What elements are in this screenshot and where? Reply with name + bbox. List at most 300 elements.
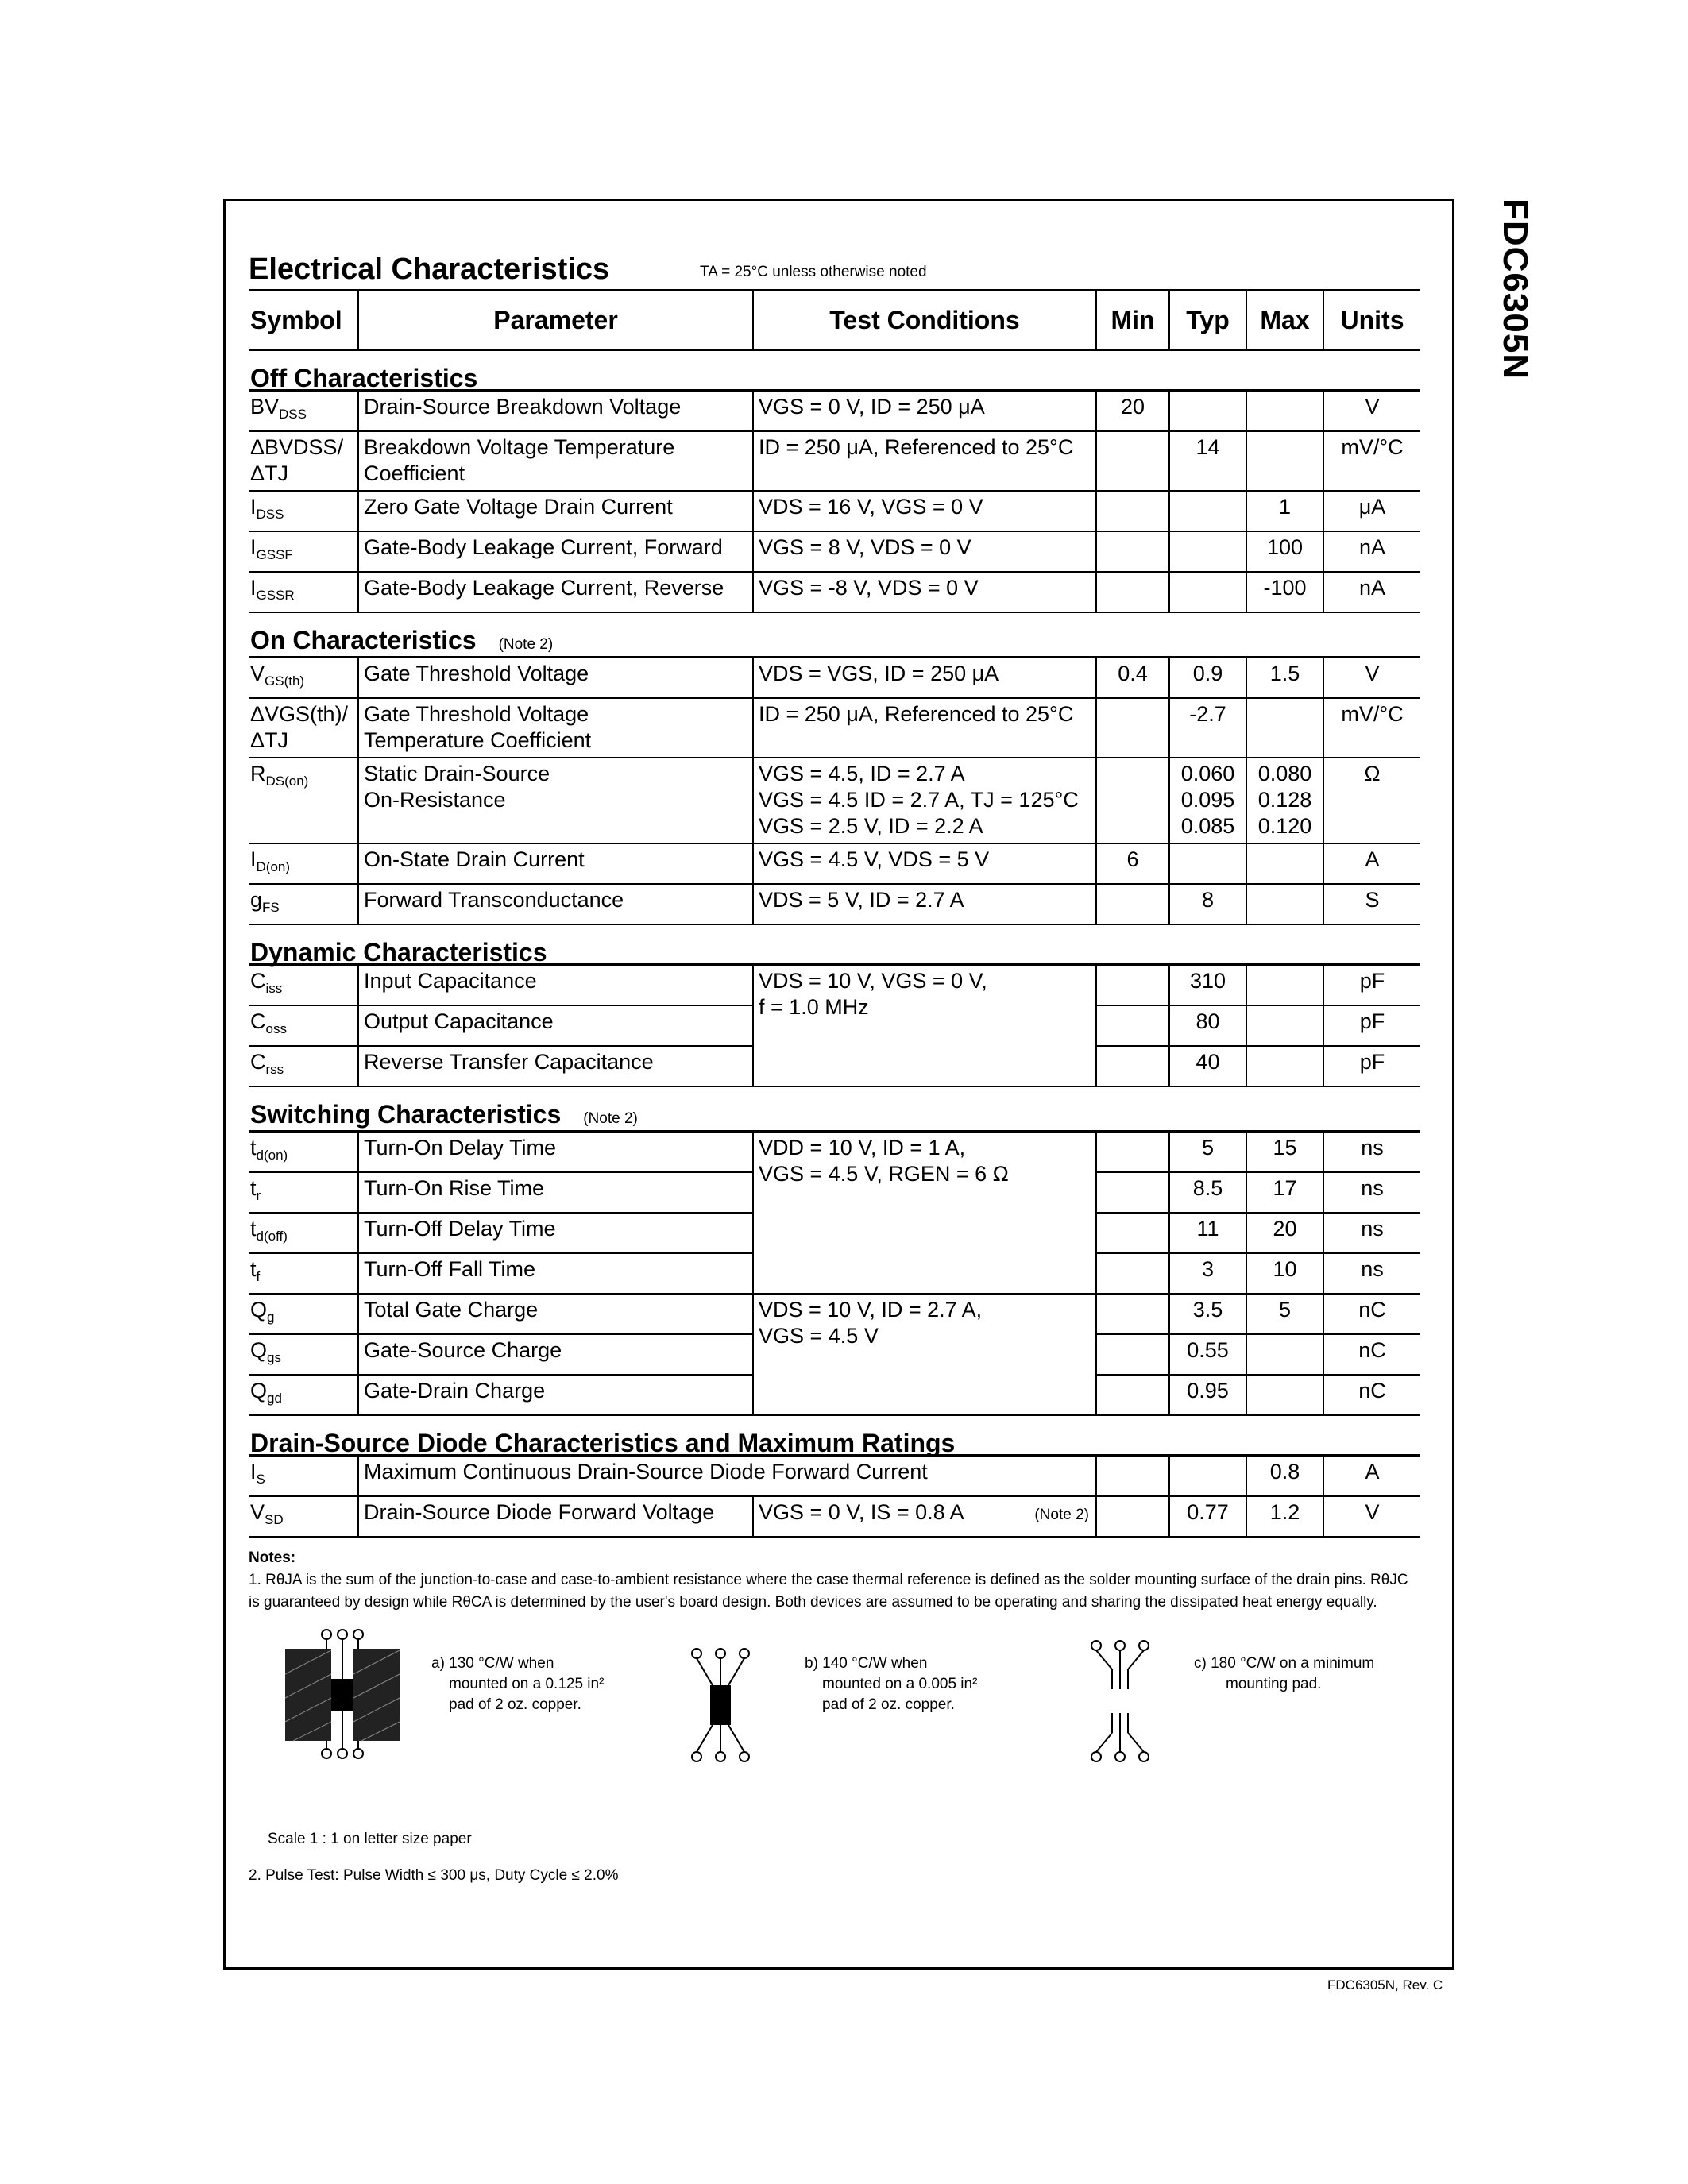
table-row (249, 658, 1420, 699)
units-cell: A (1323, 1456, 1420, 1497)
symbol-subscript: FS (262, 900, 280, 915)
symbol-text: V (250, 662, 265, 685)
typ-value: 0.060 (1180, 762, 1235, 785)
symbol-cell (249, 758, 358, 843)
notes-heading: Notes: (249, 1549, 296, 1566)
units-cell: nC (1323, 1375, 1420, 1415)
section-note: (Note 2) (583, 1110, 638, 1127)
min-cell (1096, 698, 1169, 758)
parameter-cell (358, 491, 753, 531)
conditions-cell (753, 531, 1096, 572)
symbol-cell (249, 431, 358, 491)
header-symbol: Symbol (249, 291, 358, 350)
conditions-cell (753, 1132, 1096, 1295)
section-header (249, 924, 1420, 965)
min-cell (1096, 758, 1169, 843)
min-cell (1096, 572, 1169, 612)
parameter-text: Static Drain-Source (364, 762, 550, 785)
parameter-text: Input Capacitance (364, 969, 537, 993)
parameter-text: Drain-Source Diode Forward Voltage (364, 1500, 715, 1524)
table-row (249, 843, 1420, 884)
conditions-cell (753, 843, 1096, 884)
units-cell: ns (1323, 1253, 1420, 1294)
parameter-text: Breakdown Voltage Temperature (364, 435, 675, 459)
typ-cell (1169, 843, 1246, 884)
parameter-cell (358, 758, 753, 843)
max-value: 0.120 (1257, 814, 1312, 838)
symbol-subscript: D(on) (256, 859, 291, 874)
symbol-cell (249, 1046, 358, 1086)
units-cell: V (1323, 391, 1420, 432)
typ-cell: 14 (1169, 431, 1246, 491)
max-cell: 100 (1246, 531, 1323, 572)
condition-text: VGS = 4.5 V, RGEN = 6 Ω (759, 1162, 1009, 1186)
condition-text: VDS = 10 V, VGS = 0 V, (759, 969, 987, 993)
parameter-cell (358, 1294, 753, 1334)
parameter-cell (358, 1005, 753, 1046)
min-cell: 20 (1096, 391, 1169, 432)
section-header (249, 1415, 1420, 1456)
typ-cell: 0.77 (1169, 1496, 1246, 1537)
conditions-cell (753, 884, 1096, 924)
typ-cell: 8 (1169, 884, 1246, 924)
typ-cell: 40 (1169, 1046, 1246, 1086)
symbol-cell (249, 1253, 358, 1294)
table-row (249, 1456, 1420, 1497)
pad-a-caption (431, 1653, 604, 1715)
symbol-text: t (250, 1176, 257, 1200)
symbol-subscript: GSSR (256, 588, 295, 603)
min-cell (1096, 1253, 1169, 1294)
conditions-cell (753, 1294, 1096, 1415)
parameter-cell (358, 1334, 753, 1375)
parameter-text: Coefficient (364, 461, 465, 485)
table-row (249, 1294, 1420, 1334)
symbol-subscript: GS(th) (265, 673, 305, 689)
symbol-subscript: oss (265, 1021, 287, 1036)
section-title-text: Off Characteristics (250, 364, 478, 392)
header-units: Units (1323, 291, 1420, 350)
condition-text: ID = 250 μA, Referenced to 25°C (759, 435, 1074, 459)
symbol-text: ΔBVDSS/ΔTJ (250, 435, 344, 485)
parameter-text: Gate-Body Leakage Current, Reverse (364, 576, 724, 600)
content (249, 253, 1420, 1887)
min-cell (1096, 965, 1169, 1006)
parameter-cell (358, 1172, 753, 1213)
min-cell (1096, 1294, 1169, 1334)
symbol-subscript: r (256, 1188, 261, 1203)
symbol-subscript: rss (265, 1062, 284, 1077)
min-cell (1096, 431, 1169, 491)
units-cell: pF (1323, 1005, 1420, 1046)
max-cell: -100 (1246, 572, 1323, 612)
pad-c-line-1: c) 180 °C/W on a minimum (1194, 1655, 1375, 1672)
min-cell (1096, 1456, 1169, 1497)
section-title (249, 1415, 1420, 1456)
scale-note: Scale 1 : 1 on letter size paper (268, 1831, 472, 1847)
parameter-text: Output Capacitance (364, 1009, 554, 1033)
symbol-cell (249, 1456, 358, 1497)
header-min: Min (1096, 291, 1169, 350)
max-cell (1246, 698, 1323, 758)
condition-text: VDS = 10 V, ID = 2.7 A, (759, 1298, 983, 1322)
symbol-subscript: iss (265, 981, 283, 996)
max-cell (1246, 1334, 1323, 1375)
typ-cell: 0.95 (1169, 1375, 1246, 1415)
units-cell: mV/°C (1323, 431, 1420, 491)
conditions-cell (753, 658, 1096, 699)
max-cell: 5 (1246, 1294, 1323, 1334)
condition-text: VDD = 10 V, ID = 1 A, (759, 1136, 966, 1160)
parameter-cell (358, 391, 753, 432)
max-cell: 1 (1246, 491, 1323, 531)
pad-c-line-2: mounting pad. (1226, 1676, 1322, 1692)
table-body (249, 350, 1420, 1538)
conditions-cell (753, 698, 1096, 758)
section-title (249, 924, 1420, 965)
symbol-text: I (250, 576, 257, 600)
min-cell (1096, 531, 1169, 572)
symbol-cell (249, 965, 358, 1006)
table-row (249, 491, 1420, 531)
symbol-subscript: DSS (256, 507, 284, 522)
parameter-text: Gate-Body Leakage Current, Forward (364, 535, 723, 559)
parameter-text: Temperature Coefficient (364, 728, 592, 752)
units-cell: V (1323, 1496, 1420, 1537)
section-title-text: On Characteristics (250, 626, 477, 654)
symbol-text: C (250, 969, 266, 993)
max-cell (1246, 1375, 1323, 1415)
pad-b-icon (685, 1646, 756, 1765)
header-parameter: Parameter (358, 291, 753, 350)
typ-cell: 310 (1169, 965, 1246, 1006)
parameter-text: Drain-Source Breakdown Voltage (364, 395, 682, 419)
symbol-subscript: DS(on) (265, 774, 309, 789)
symbol-text: t (250, 1136, 257, 1160)
min-cell: 6 (1096, 843, 1169, 884)
header-test-conditions: Test Conditions (753, 291, 1096, 350)
symbol-text: BV (250, 395, 280, 419)
header-typ: Typ (1169, 291, 1246, 350)
symbol-subscript: DSS (279, 407, 307, 422)
parameter-cell (358, 1046, 753, 1086)
section-header (249, 1086, 1420, 1132)
units-cell: ns (1323, 1213, 1420, 1253)
symbol-subscript: d(on) (256, 1148, 288, 1163)
units-cell: Ω (1323, 758, 1420, 843)
max-value: 0.080 (1257, 762, 1312, 785)
pad-b-line-2: mounted on a 0.005 in² (822, 1676, 978, 1692)
units-cell: pF (1323, 1046, 1420, 1086)
section-title (249, 612, 1420, 658)
units-cell: A (1323, 843, 1420, 884)
typ-cell: -2.7 (1169, 698, 1246, 758)
condition-text: VGS = 4.5 V, VDS = 5 V (759, 847, 990, 871)
typ-cell: 5 (1169, 1132, 1246, 1173)
conditions-cell (753, 965, 1096, 1087)
condition-note: (Note 2) (1034, 1507, 1089, 1523)
parameter-text: Turn-Off Fall Time (364, 1257, 536, 1281)
title-row (249, 253, 1420, 289)
parameter-text: Forward Transconductance (364, 888, 624, 912)
symbol-cell (249, 843, 358, 884)
max-cell (1246, 1005, 1323, 1046)
symbol-subscript: f (256, 1269, 261, 1284)
symbol-text: t (250, 1217, 257, 1241)
symbol-cell (249, 491, 358, 531)
parameter-cell (358, 884, 753, 924)
parameter-text: Turn-On Rise Time (364, 1176, 545, 1200)
side-part-number: FDC6305N (1496, 199, 1535, 380)
min-cell (1096, 1334, 1169, 1375)
min-cell (1096, 1496, 1169, 1537)
symbol-cell (249, 884, 358, 924)
max-cell (1246, 843, 1323, 884)
pad-a-icon (277, 1626, 404, 1761)
min-cell (1096, 1005, 1169, 1046)
condition-text: VDS = 5 V, ID = 2.7 A (759, 888, 964, 912)
symbol-text: I (250, 847, 257, 871)
units-cell: S (1323, 884, 1420, 924)
symbol-subscript: gd (267, 1391, 282, 1406)
parameter-cell (358, 843, 753, 884)
condition-text: VGS = -8 V, VDS = 0 V (759, 576, 979, 600)
notes (249, 1547, 1420, 1887)
min-cell (1096, 1375, 1169, 1415)
symbol-cell (249, 1334, 358, 1375)
symbol-cell (249, 1172, 358, 1213)
max-cell: 1.2 (1246, 1496, 1323, 1537)
parameter-cell (358, 1253, 753, 1294)
conditions-cell (753, 491, 1096, 531)
max-cell: 10 (1246, 1253, 1323, 1294)
typ-value: 0.095 (1180, 788, 1235, 812)
parameter-text: Turn-On Delay Time (364, 1136, 557, 1160)
table-row (249, 758, 1420, 843)
symbol-cell (249, 698, 358, 758)
condition-text: VGS = 4.5, ID = 2.7 A (759, 762, 965, 785)
min-cell: 0.4 (1096, 658, 1169, 699)
symbol-text: C (250, 1050, 266, 1074)
conditions-cell (753, 758, 1096, 843)
table-row (249, 965, 1420, 1006)
condition-text: VGS = 0 V, ID = 250 μA (759, 395, 985, 419)
symbol-cell (249, 572, 358, 612)
condition-text: VGS = 4.5 V (759, 1324, 879, 1348)
symbol-cell (249, 1005, 358, 1046)
condition-text: VDS = VGS, ID = 250 μA (759, 662, 999, 685)
parameter-cell (358, 431, 753, 491)
symbol-cell (249, 1213, 358, 1253)
symbol-cell (249, 1132, 358, 1173)
note-1: 1. RθJA is the sum of the junction-to-case and case-to-ambient resistance where the case thermal reference is defined as the solder mounting surface of the drain pins. RθJC is guaranteed by design while RθCA is determined by the user's board design. Both devices are assumed to be operating and sharing the dissipated heat energy equally. (249, 1572, 1408, 1611)
units-cell: nA (1323, 531, 1420, 572)
parameter-cell (358, 965, 753, 1006)
pad-a-line-1: a) 130 °C/W when (431, 1655, 554, 1672)
parameter-text: Reverse Transfer Capacitance (364, 1050, 654, 1074)
table-row (249, 1496, 1420, 1537)
footer-rev: FDC6305N, Rev. C (1327, 1978, 1443, 1993)
section-header (249, 612, 1420, 658)
symbol-text: t (250, 1257, 257, 1281)
units-cell: nA (1323, 572, 1420, 612)
section-title-text: Dynamic Characteristics (250, 938, 547, 967)
parameter-cell (358, 1375, 753, 1415)
min-cell (1096, 1172, 1169, 1213)
symbol-subscript: d(off) (256, 1229, 288, 1244)
typ-cell (1169, 572, 1246, 612)
units-cell: V (1323, 658, 1420, 699)
typ-cell: 0.9 (1169, 658, 1246, 699)
typ-cell: 3 (1169, 1253, 1246, 1294)
parameter-text: Gate Threshold Voltage (364, 702, 589, 726)
symbol-text: g (250, 888, 263, 912)
units-cell: nC (1323, 1334, 1420, 1375)
table-row (249, 572, 1420, 612)
parameter-cell (358, 1213, 753, 1253)
typ-cell (1169, 1456, 1246, 1497)
typ-cell: 3.5 (1169, 1294, 1246, 1334)
section-title-text: Switching Characteristics (250, 1100, 562, 1129)
condition-text: VGS = 4.5 ID = 2.7 A, TJ = 125°C (759, 788, 1079, 812)
table-row (249, 431, 1420, 491)
min-cell (1096, 491, 1169, 531)
conditions-cell (753, 1496, 1096, 1537)
symbol-subscript: S (256, 1472, 265, 1487)
min-cell (1096, 1213, 1169, 1253)
table-row (249, 391, 1420, 432)
typ-cell (1169, 491, 1246, 531)
typ-cell: 80 (1169, 1005, 1246, 1046)
max-cell (1246, 758, 1323, 843)
max-cell: 17 (1246, 1172, 1323, 1213)
table-header-row (249, 291, 1420, 350)
symbol-text: Q (250, 1379, 268, 1403)
parameter-cell (358, 572, 753, 612)
symbol-subscript: gs (267, 1350, 281, 1365)
symbol-text: I (250, 1460, 257, 1484)
pad-b-line-1: b) 140 °C/W when (805, 1655, 928, 1672)
symbol-text: C (250, 1009, 266, 1033)
typ-cell (1169, 758, 1246, 843)
parameter-text: Gate-Source Charge (364, 1338, 562, 1362)
pad-a-line-2: mounted on a 0.125 in² (449, 1676, 605, 1692)
min-cell (1096, 1046, 1169, 1086)
pad-b-line-3: pad of 2 oz. copper. (822, 1696, 955, 1713)
parameter-text: Total Gate Charge (364, 1298, 539, 1322)
table-row (249, 531, 1420, 572)
units-cell: nC (1323, 1294, 1420, 1334)
header-max: Max (1246, 291, 1323, 350)
parameter-cell (358, 1132, 753, 1173)
pad-b-caption (805, 1653, 977, 1715)
parameter-text: Zero Gate Voltage Drain Current (364, 495, 673, 519)
max-cell (1246, 965, 1323, 1006)
typ-value: 0.085 (1180, 814, 1235, 838)
units-cell: ns (1323, 1172, 1420, 1213)
section-title (249, 1086, 1420, 1132)
conditions-cell (753, 391, 1096, 432)
table-row (249, 1132, 1420, 1173)
typ-cell: 0.55 (1169, 1334, 1246, 1375)
symbol-text: ΔVGS(th)/ΔTJ (250, 702, 349, 752)
symbol-cell (249, 1496, 358, 1537)
max-cell (1246, 884, 1323, 924)
symbol-subscript: SD (265, 1512, 284, 1527)
typ-cell: 8.5 (1169, 1172, 1246, 1213)
symbol-subscript: g (267, 1310, 275, 1325)
condition-text: f = 1.0 MHz (759, 995, 869, 1019)
max-cell: 15 (1246, 1132, 1323, 1173)
electrical-characteristics-table (249, 289, 1420, 1538)
parameter-cell (358, 531, 753, 572)
section-title (249, 350, 1420, 391)
section-note: (Note 2) (498, 636, 554, 653)
parameter-text: Gate Threshold Voltage (364, 662, 589, 685)
symbol-cell (249, 391, 358, 432)
units-cell: μA (1323, 491, 1420, 531)
typ-cell (1169, 391, 1246, 432)
min-cell (1096, 884, 1169, 924)
typ-cell: 11 (1169, 1213, 1246, 1253)
parameter-cell (358, 658, 753, 699)
parameter-text: On-Resistance (364, 788, 506, 812)
symbol-subscript: GSSF (256, 547, 293, 562)
max-cell (1246, 391, 1323, 432)
parameter-cell (358, 698, 753, 758)
symbol-cell (249, 1375, 358, 1415)
section-header (249, 350, 1420, 391)
max-cell: 20 (1246, 1213, 1323, 1253)
symbol-cell (249, 531, 358, 572)
typ-cell (1169, 531, 1246, 572)
parameter-cell (358, 1456, 1096, 1497)
parameter-text: Gate-Drain Charge (364, 1379, 546, 1403)
section-title-text: Drain-Source Diode Characteristics and Maximum Ratings (250, 1429, 956, 1457)
symbol-text: V (250, 1500, 265, 1524)
parameter-text: Maximum Continuous Drain-Source Diode Forward Current (364, 1460, 928, 1484)
condition-text: VDS = 16 V, VGS = 0 V (759, 495, 983, 519)
max-cell: 1.5 (1246, 658, 1323, 699)
page-title: Electrical Characteristics (249, 253, 610, 286)
units-cell: ns (1323, 1132, 1420, 1173)
symbol-text: I (250, 535, 257, 559)
condition-text: VGS = 2.5 V, ID = 2.2 A (759, 814, 983, 838)
ta-note: TA = 25°C unless otherwise noted (700, 264, 927, 280)
table-row (249, 698, 1420, 758)
symbol-cell (249, 1294, 358, 1334)
max-cell (1246, 1046, 1323, 1086)
symbol-text: Q (250, 1298, 268, 1322)
pad-c-icon (1084, 1638, 1156, 1765)
conditions-cell (753, 572, 1096, 612)
max-cell (1246, 431, 1323, 491)
parameter-text: Turn-Off Delay Time (364, 1217, 556, 1241)
symbol-text: R (250, 762, 266, 785)
pad-diagrams (249, 1626, 1420, 1817)
conditions-cell (753, 431, 1096, 491)
condition-text: VGS = 0 V, IS = 0.8 A (759, 1500, 964, 1524)
symbol-text: I (250, 495, 257, 519)
max-value: 0.128 (1257, 788, 1312, 812)
symbol-cell (249, 658, 358, 699)
note-2: 2. Pulse Test: Pulse Width ≤ 300 μs, Duty Cycle ≤ 2.0% (249, 1867, 619, 1884)
parameter-cell (358, 1496, 753, 1537)
pad-a-line-3: pad of 2 oz. copper. (449, 1696, 581, 1713)
pad-c-caption (1194, 1653, 1374, 1695)
symbol-text: Q (250, 1338, 268, 1362)
units-cell: mV/°C (1323, 698, 1420, 758)
